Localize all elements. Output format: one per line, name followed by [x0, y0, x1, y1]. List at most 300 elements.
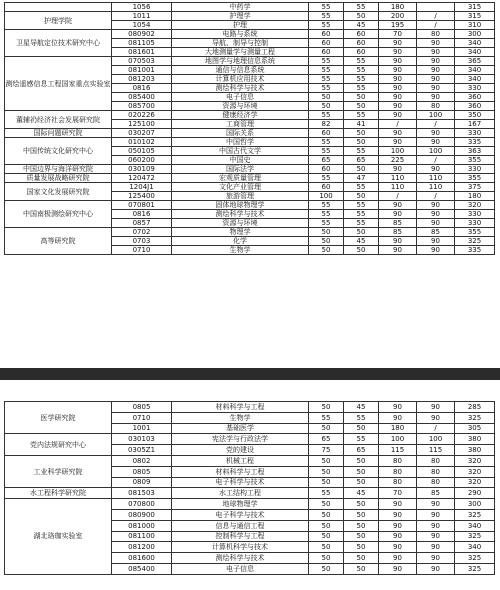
table-cell: 120472 [112, 174, 172, 183]
table-cell: 125100 [112, 120, 172, 129]
table-cell: / [417, 12, 455, 21]
table-cell: 081000 [112, 520, 172, 531]
table-cell: 55 [309, 219, 344, 228]
table-cell: 1054 [112, 21, 172, 30]
table-cell: 110 [417, 174, 455, 183]
table-cell: 60 [309, 30, 344, 39]
table-cell: 90 [379, 93, 417, 102]
table-cell: 80 [417, 102, 455, 111]
table-cell: 115 [379, 445, 417, 456]
table-cell: 90 [417, 520, 455, 531]
table-cell: 党的建设 [172, 445, 309, 456]
table-cell: 0305Z1 [112, 445, 172, 456]
table-cell: 050105 [112, 147, 172, 156]
table-cell: 50 [309, 402, 344, 413]
table-cell: 材料科学与工程 [172, 402, 309, 413]
table-cell: 90 [379, 499, 417, 510]
table-cell: 081200 [112, 542, 172, 553]
table-cell: 325 [455, 563, 495, 574]
table-cell: 50 [309, 466, 344, 477]
table-cell: 控制科学与工程 [172, 531, 309, 542]
table-cell: 030103 [112, 434, 172, 445]
table-cell: 081503 [112, 488, 172, 499]
table-cell: 115 [417, 445, 455, 456]
table-cell: 50 [309, 542, 344, 553]
page-separator [0, 368, 500, 380]
table-cell: 100 [379, 434, 417, 445]
table-cell: 90 [417, 165, 455, 174]
table-cell: 测绘科学与技术 [172, 553, 309, 564]
table-cell: 90 [417, 84, 455, 93]
table-cell: 45 [344, 488, 379, 499]
table-cell: 90 [379, 542, 417, 553]
table-cell: 50 [309, 246, 344, 255]
table-cell: 380 [455, 434, 495, 445]
table-row [5, 183, 495, 192]
table-cell: 90 [379, 246, 417, 255]
table-cell: 0702 [112, 228, 172, 237]
table-cell: 325 [455, 531, 495, 542]
table-cell: 360 [455, 102, 495, 111]
table-cell: 100 [309, 192, 344, 201]
table-cell: 宏观质量管理 [172, 174, 309, 183]
table-cell: 320 [455, 201, 495, 210]
table-cell: 50 [309, 93, 344, 102]
table-cell: 50 [309, 237, 344, 246]
institute-name-cell: 湖北珞珈实验室 [5, 499, 112, 575]
institute-name-cell: 护理学院 [5, 12, 112, 30]
table-cell: 水工结构工程 [172, 488, 309, 499]
table-cell: 0809 [112, 477, 172, 488]
table-cell: 信息与通信工程 [172, 520, 309, 531]
table-cell: 计算机科学与技术 [172, 542, 309, 553]
table-cell: 90 [379, 520, 417, 531]
table-cell: 80 [379, 477, 417, 488]
table-cell: 90 [379, 129, 417, 138]
institute-name-cell: 医学研究院 [5, 402, 112, 434]
table-cell: 50 [344, 477, 379, 488]
table-cell: 320 [455, 466, 495, 477]
table-cell: 85 [379, 219, 417, 228]
table-cell: 60 [344, 39, 379, 48]
table-cell: 护理 [172, 21, 309, 30]
table-cell: 310 [455, 21, 495, 30]
table-cell: 90 [379, 563, 417, 574]
table-cell: 地图学与地理信息系统 [172, 57, 309, 66]
table-cell: 宪法学与行政法学 [172, 434, 309, 445]
table-cell: 1001 [112, 423, 172, 434]
table-cell: 081105 [112, 39, 172, 48]
table-cell [417, 3, 455, 12]
table-cell: 290 [455, 488, 495, 499]
table-cell: 电路与系统 [172, 30, 309, 39]
table-cell: 1204J1 [112, 183, 172, 192]
table-cell: 50 [344, 531, 379, 542]
table-cell: 081601 [112, 48, 172, 57]
table-cell: 90 [379, 75, 417, 84]
table-row [5, 455, 495, 466]
table-cell: 50 [344, 129, 379, 138]
table-cell: 167 [455, 120, 495, 129]
table-cell: 45 [344, 402, 379, 413]
table-cell: 50 [344, 563, 379, 574]
table-cell: 0816 [112, 84, 172, 93]
table-cell: 180 [379, 423, 417, 434]
table-cell: 90 [417, 499, 455, 510]
table-cell: 生物学 [172, 246, 309, 255]
table-cell: 65 [344, 156, 379, 165]
admission-score-table-2 [4, 401, 495, 575]
table-cell: 55 [309, 488, 344, 499]
table-row [5, 434, 495, 445]
table-row [5, 165, 495, 174]
table-cell: 380 [455, 445, 495, 456]
table-cell: 电子信息 [172, 563, 309, 574]
table-cell: 90 [379, 201, 417, 210]
table-cell: 中国古代文学 [172, 147, 309, 156]
table-cell: 330 [455, 84, 495, 93]
table-cell: 55 [344, 84, 379, 93]
table-cell: 护理学 [172, 12, 309, 21]
table-cell: 90 [379, 48, 417, 57]
table-cell: 030207 [112, 129, 172, 138]
table-cell: 340 [455, 39, 495, 48]
table-cell: 330 [455, 129, 495, 138]
table-cell: 060200 [112, 156, 172, 165]
table-cell: 工商管理 [172, 120, 309, 129]
table-cell: 50 [344, 93, 379, 102]
table-cell: 300 [455, 499, 495, 510]
table-cell: 50 [309, 509, 344, 520]
table-cell: 60 [309, 129, 344, 138]
table-cell: / [417, 21, 455, 30]
table-cell: 50 [309, 423, 344, 434]
table-cell: 90 [379, 402, 417, 413]
table-cell: 0703 [112, 237, 172, 246]
table-cell: 70 [379, 30, 417, 39]
table-row [5, 129, 495, 138]
table-cell: 360 [455, 93, 495, 102]
table-cell: 081600 [112, 553, 172, 564]
table-cell: / [417, 120, 455, 129]
table-cell: 0710 [112, 412, 172, 423]
table-cell: 导航、制导与控制 [172, 39, 309, 48]
table-cell: 60 [309, 165, 344, 174]
table-cell: 90 [379, 57, 417, 66]
table-cell: 340 [455, 48, 495, 57]
table-cell: 50 [344, 138, 379, 147]
table-cell: 45 [344, 237, 379, 246]
table-cell: 55 [309, 57, 344, 66]
table-cell: 50 [309, 102, 344, 111]
table-cell: 55 [309, 412, 344, 423]
institute-name-cell: 中国南极测绘研究中心 [5, 201, 112, 228]
table-cell: 320 [455, 455, 495, 466]
table-cell: 020226 [112, 111, 172, 120]
institute-name-cell: 质量发展战略研究院 [5, 174, 112, 183]
table-cell: 90 [417, 129, 455, 138]
table-cell: 化学 [172, 237, 309, 246]
table-cell: 90 [417, 210, 455, 219]
table-cell: 55 [344, 434, 379, 445]
table-cell: 1011 [112, 12, 172, 21]
institute-name-cell: 党内法规研究中心 [5, 434, 112, 456]
table-cell: 180 [379, 3, 417, 12]
table-cell: 50 [344, 228, 379, 237]
table-row [5, 488, 495, 499]
table-row [5, 402, 495, 413]
table-cell: 固体地球物理学 [172, 201, 309, 210]
table-cell: 340 [455, 75, 495, 84]
table-cell: 60 [344, 30, 379, 39]
table-cell: 55 [309, 66, 344, 75]
table-cell: 225 [379, 156, 417, 165]
table-cell: 340 [455, 66, 495, 75]
table-cell: 50 [344, 553, 379, 564]
table-cell: 材料科学与工程 [172, 466, 309, 477]
table-cell: 大地测量学与测量工程 [172, 48, 309, 57]
table-cell: 55 [344, 75, 379, 84]
table-cell: 0805 [112, 466, 172, 477]
table-cell: 100 [417, 434, 455, 445]
table-cell: 地球物理学 [172, 499, 309, 510]
table-cell: 180 [455, 192, 495, 201]
table-cell: 90 [417, 66, 455, 75]
table-cell: 国际关系 [172, 129, 309, 138]
table-cell: 通信与信息系统 [172, 66, 309, 75]
table-cell: 90 [379, 531, 417, 542]
table-cell: 80 [417, 30, 455, 39]
table-cell: 55 [309, 84, 344, 93]
table-cell: 电子科学与技术 [172, 477, 309, 488]
table-cell: 90 [379, 553, 417, 564]
table-cell: 325 [455, 412, 495, 423]
table-cell: 55 [309, 3, 344, 12]
table-cell: 65 [309, 156, 344, 165]
institute-name-cell: 测绘遥感信息工程国家重点实验室 [5, 57, 112, 111]
table-cell: 325 [455, 509, 495, 520]
table-cell: 90 [379, 138, 417, 147]
table-cell: 100 [379, 147, 417, 156]
table-cell: 90 [417, 57, 455, 66]
table-cell: 60 [344, 48, 379, 57]
table-cell: 90 [417, 237, 455, 246]
table-cell: 90 [379, 165, 417, 174]
table-cell: 中国哲学 [172, 138, 309, 147]
table-cell: 90 [417, 48, 455, 57]
table-cell: 1056 [112, 3, 172, 12]
table-cell: / [379, 192, 417, 201]
table-cell: 90 [379, 102, 417, 111]
table-cell: 085400 [112, 93, 172, 102]
table-cell: 55 [344, 147, 379, 156]
table-cell: 90 [379, 39, 417, 48]
table-cell: 中国史 [172, 156, 309, 165]
table-cell: 90 [379, 210, 417, 219]
table-cell: 70 [379, 488, 417, 499]
table-cell: 330 [455, 219, 495, 228]
table-cell: 55 [344, 183, 379, 192]
table-row [5, 138, 495, 147]
table-cell: 资源与环境 [172, 102, 309, 111]
table-cell: 330 [455, 165, 495, 174]
admission-score-table-1 [4, 2, 495, 255]
table-cell: 110 [379, 174, 417, 183]
table-cell: 电子科学与技术 [172, 509, 309, 520]
table-cell: 50 [344, 520, 379, 531]
table-row [5, 201, 495, 210]
table-cell: 55 [309, 111, 344, 120]
table-cell: 081100 [112, 531, 172, 542]
table-cell: 90 [417, 93, 455, 102]
table-cell: 080902 [112, 30, 172, 39]
table-cell: 80 [417, 455, 455, 466]
table-cell: 50 [344, 192, 379, 201]
table-cell: 65 [309, 434, 344, 445]
table-cell: 85 [417, 488, 455, 499]
table-cell: 200 [379, 12, 417, 21]
table-row [5, 30, 495, 39]
table-cell: 195 [379, 21, 417, 30]
table-cell: 55 [309, 174, 344, 183]
institute-name-cell: 卫星导航定位技术研究中心 [5, 30, 112, 57]
table-cell: / [417, 423, 455, 434]
table-cell: 50 [309, 553, 344, 564]
table-cell: 50 [309, 477, 344, 488]
table-cell: 旅游管理 [172, 192, 309, 201]
table-cell: 55 [344, 412, 379, 423]
table-cell: 50 [344, 423, 379, 434]
table-cell: 320 [455, 477, 495, 488]
table-cell: 物理学 [172, 228, 309, 237]
table-cell: 55 [309, 12, 344, 21]
table-cell: 110 [417, 183, 455, 192]
table-cell: 55 [309, 138, 344, 147]
table-cell: 085700 [112, 102, 172, 111]
table-cell: 50 [309, 531, 344, 542]
table-cell: 60 [309, 183, 344, 192]
table-cell: 355 [455, 228, 495, 237]
table-cell: 070503 [112, 57, 172, 66]
table-cell: 325 [455, 553, 495, 564]
table-cell: 90 [417, 201, 455, 210]
table-cell: 55 [344, 66, 379, 75]
table-cell: 50 [344, 542, 379, 553]
table-cell: 60 [309, 48, 344, 57]
table-cell: 90 [417, 39, 455, 48]
institute-name-cell: 国家文化发展研究院 [5, 183, 112, 201]
table-cell: 90 [379, 84, 417, 93]
table-cell: 125400 [112, 192, 172, 201]
table-cell: 50 [344, 165, 379, 174]
institute-name-cell: 中国传统文化研究中心 [5, 138, 112, 165]
table-cell: 335 [455, 246, 495, 255]
table-cell: 355 [455, 156, 495, 165]
table-cell: 55 [309, 210, 344, 219]
table-cell: 010102 [112, 138, 172, 147]
table-cell: 电子信息 [172, 93, 309, 102]
table-cell: 90 [379, 412, 417, 423]
table-cell: 0805 [112, 402, 172, 413]
table-cell: 335 [455, 138, 495, 147]
table-cell: 45 [344, 21, 379, 30]
table-cell: 55 [309, 201, 344, 210]
table-cell: 50 [344, 455, 379, 466]
table-cell: 375 [455, 183, 495, 192]
institute-name-cell: 国际问题研究院 [5, 129, 112, 138]
table-cell: 55 [344, 201, 379, 210]
table-row [5, 111, 495, 120]
table-cell: 82 [309, 120, 344, 129]
table-cell: 80 [379, 466, 417, 477]
table-cell: 315 [455, 3, 495, 12]
table-cell: 081001 [112, 66, 172, 75]
table-cell: 50 [309, 520, 344, 531]
table-cell: 55 [344, 3, 379, 12]
table-cell: 47 [344, 174, 379, 183]
institute-name-cell [5, 3, 112, 12]
table-cell: 生物学 [172, 412, 309, 423]
table-cell: 资源与环境 [172, 219, 309, 228]
table-cell: 330 [455, 210, 495, 219]
table-cell: 60 [309, 39, 344, 48]
table-cell: 50 [344, 12, 379, 21]
table-cell: 363 [455, 147, 495, 156]
table-cell: 325 [455, 237, 495, 246]
table-row [5, 3, 495, 12]
table-cell: 030109 [112, 165, 172, 174]
table-cell: 55 [344, 57, 379, 66]
table-cell: 340 [455, 542, 495, 553]
table-cell: 90 [417, 412, 455, 423]
table-cell: 90 [417, 219, 455, 228]
table-cell: 85 [417, 228, 455, 237]
table-row [5, 57, 495, 66]
table-cell: 55 [344, 111, 379, 120]
table-cell: 80 [379, 455, 417, 466]
table-cell: 90 [379, 237, 417, 246]
table-cell: 070801 [112, 201, 172, 210]
table-cell: 55 [309, 147, 344, 156]
institute-name-cell: 高等研究院 [5, 228, 112, 255]
table-cell: 350 [455, 111, 495, 120]
table-cell: 50 [309, 499, 344, 510]
table-cell: 机械工程 [172, 455, 309, 466]
table-cell: 90 [417, 553, 455, 564]
table-cell: 080900 [112, 509, 172, 520]
table-cell: 健康经济学 [172, 111, 309, 120]
table-cell: 65 [344, 445, 379, 456]
table-cell: 90 [417, 531, 455, 542]
table-cell: 中药学 [172, 3, 309, 12]
table-cell: 365 [455, 57, 495, 66]
table-cell: 50 [309, 228, 344, 237]
table-row [5, 228, 495, 237]
table-cell: 80 [417, 466, 455, 477]
table-cell: 340 [455, 520, 495, 531]
table-cell: 0816 [112, 210, 172, 219]
table-cell: 90 [417, 509, 455, 520]
table-cell: 55 [344, 219, 379, 228]
table-cell: 300 [455, 30, 495, 39]
table-cell: 355 [455, 174, 495, 183]
table-cell: 90 [417, 246, 455, 255]
table-cell: 50 [344, 102, 379, 111]
table-cell: 55 [309, 21, 344, 30]
table-cell: 285 [455, 402, 495, 413]
table-cell: 50 [309, 455, 344, 466]
table-cell: 85 [379, 228, 417, 237]
